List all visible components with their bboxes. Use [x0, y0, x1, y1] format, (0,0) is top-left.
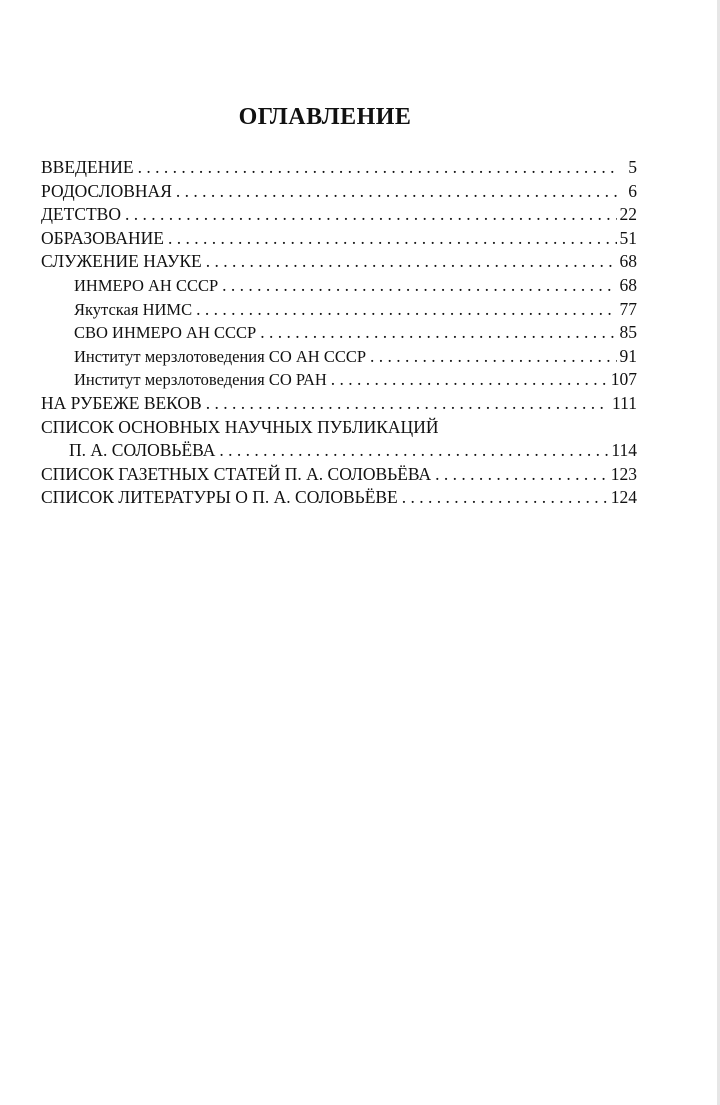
toc-subentry[interactable]: [41, 345, 637, 369]
toc-page-number: 123: [610, 463, 637, 484]
toc-page-number: 107: [610, 369, 637, 390]
toc-dot-leader: [260, 321, 616, 345]
toc-dot-leader: [138, 156, 620, 180]
toc-page-number: 6: [628, 180, 637, 201]
toc-entry-label: НА РУБЕЖЕ ВЕКОВ: [41, 392, 202, 413]
toc-dot-leader: [196, 298, 616, 322]
toc-entry[interactable]: [41, 250, 637, 274]
toc-entry[interactable]: [41, 463, 637, 487]
toc-dot-leader: [331, 368, 608, 392]
toc-subentry[interactable]: [41, 321, 637, 345]
toc-dot-leader: [176, 180, 620, 204]
toc-entry-label: Институт мерзлотоведения СО РАН: [74, 370, 327, 390]
toc-entry-label: ИНМЕРО АН СССР: [74, 275, 219, 295]
toc-dot-leader: [168, 227, 617, 251]
toc-entry-label: ОБРАЗОВАНИЕ: [41, 227, 164, 248]
toc-dot-leader: [370, 345, 616, 369]
toc-page-number: 68: [619, 274, 637, 295]
toc-subentry[interactable]: [41, 368, 637, 392]
toc-entry[interactable]: [41, 180, 637, 204]
toc-entry-label: ДЕТСТВО: [41, 204, 121, 225]
toc-entry-label: П. А. СОЛОВЬЁВА: [69, 440, 216, 461]
toc-entry-label: Якутская НИМС: [74, 299, 193, 319]
toc-page-number: 124: [610, 487, 637, 508]
toc-dot-leader: [435, 463, 608, 487]
toc-entry-label: СВО ИНМЕРО АН СССР: [74, 323, 257, 343]
toc-page-number: 114: [611, 440, 637, 461]
toc-dot-leader: [206, 392, 609, 416]
toc-dot-leader: [402, 486, 608, 510]
table-of-contents: [41, 156, 637, 510]
toc-dot-leader: [125, 203, 617, 227]
toc-entry-label: СПИСОК ГАЗЕТНЫХ СТАТЕЙ П. А. СОЛОВЬЁВА: [41, 463, 432, 484]
toc-dot-leader: [206, 250, 617, 274]
toc-entry-label: Институт мерзлотоведения СО АН СССР: [74, 346, 367, 366]
toc-entry[interactable]: [41, 227, 637, 251]
toc-entry-multiline-start[interactable]: [41, 416, 637, 440]
toc-entry[interactable]: [41, 392, 637, 416]
toc-page-number: 91: [619, 345, 637, 366]
toc-page-number: 111: [612, 392, 637, 413]
toc-page-number: 5: [628, 157, 637, 177]
toc-entry-label: СПИСОК ЛИТЕРАТУРЫ О П. А. СОЛОВЬЁВЕ: [41, 487, 398, 508]
toc-entry-continuation[interactable]: [41, 439, 637, 463]
toc-entry[interactable]: [41, 486, 637, 510]
toc-page-number: 85: [619, 322, 637, 343]
toc-entry[interactable]: [41, 156, 637, 180]
toc-entry-label: СПИСОК ОСНОВНЫХ НАУЧНЫХ ПУБЛИКАЦИЙ: [41, 416, 439, 437]
toc-dot-leader: [219, 439, 608, 463]
toc-page-number: 68: [619, 251, 637, 272]
toc-subentry[interactable]: [41, 298, 637, 322]
toc-page-number: 22: [619, 204, 637, 225]
toc-page-number: 77: [619, 298, 637, 319]
toc-entry-label: ВВЕДЕНИЕ: [41, 157, 134, 177]
toc-entry-label: РОДОСЛОВНАЯ: [41, 180, 172, 201]
toc-dot-leader: [222, 274, 616, 298]
toc-subentry[interactable]: [41, 274, 637, 298]
toc-entry-label: СЛУЖЕНИЕ НАУКЕ: [41, 251, 202, 272]
toc-entry[interactable]: [41, 203, 637, 227]
page-title: ОГЛАВЛЕНИЕ: [238, 104, 412, 130]
toc-page-number: 51: [619, 227, 637, 248]
